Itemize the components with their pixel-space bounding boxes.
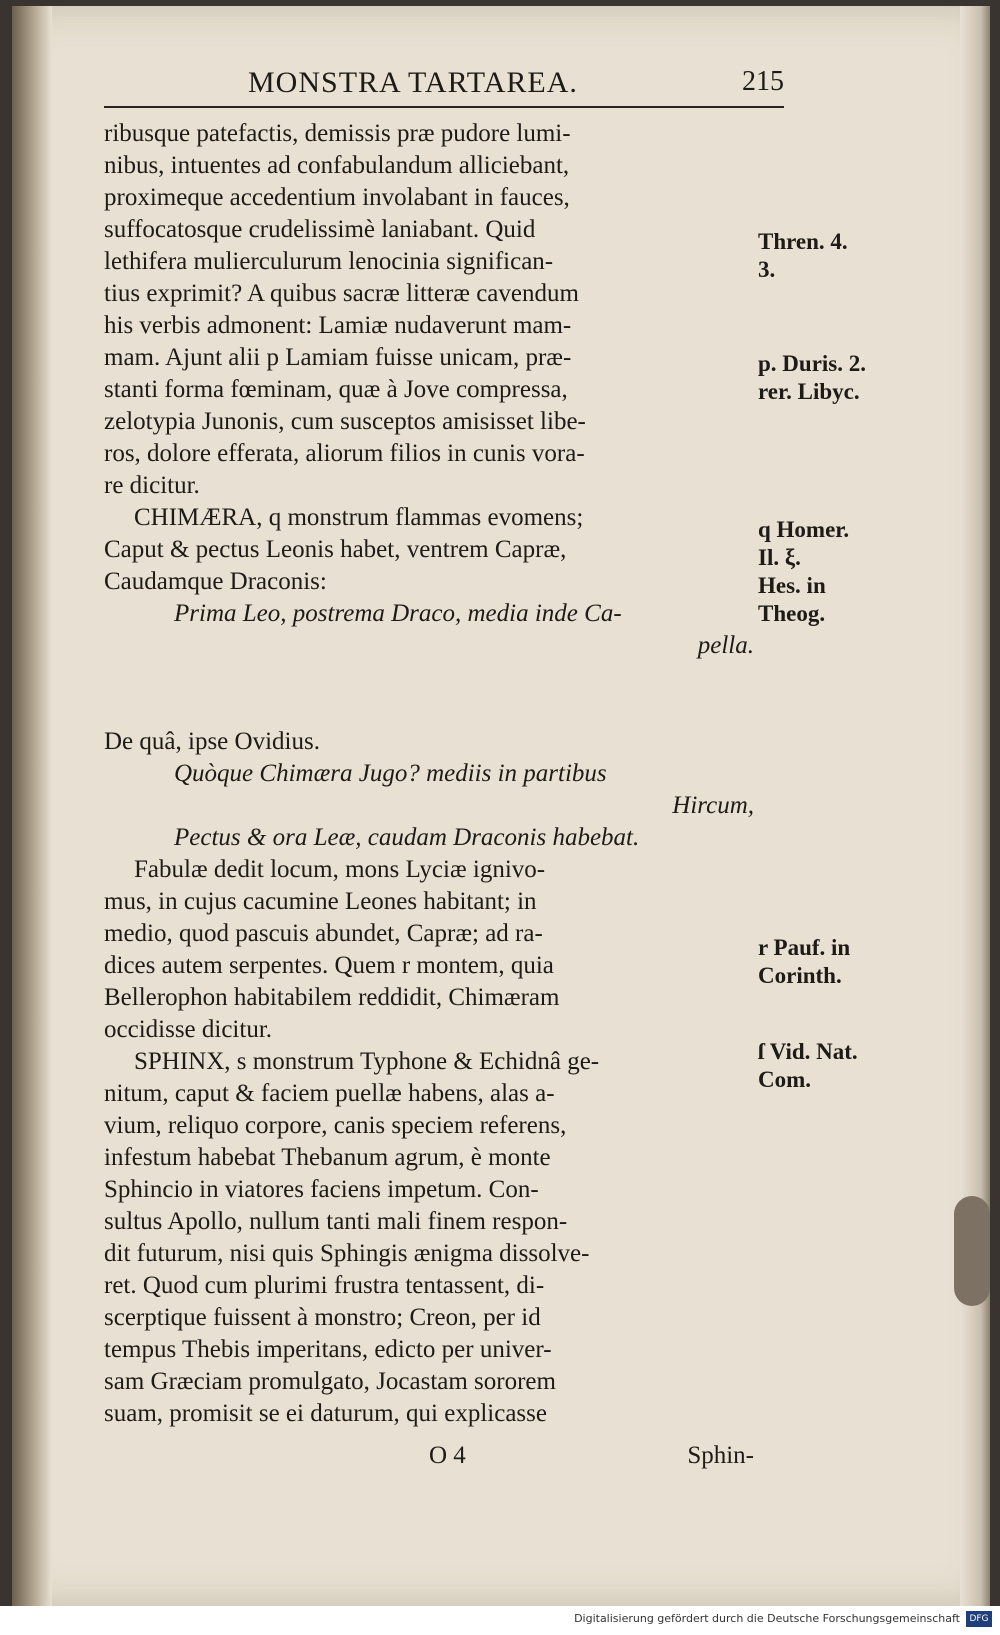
catchword: Sphin- bbox=[687, 1442, 754, 1469]
text-line: mam. Ajunt alii p Lamiam fuisse unicam, præ- bbox=[104, 344, 572, 371]
text-line: nibus, intuentes ad confabulandum alliciebant, bbox=[104, 152, 570, 179]
page-edge bbox=[960, 6, 990, 1606]
text-line: pella. bbox=[697, 632, 754, 659]
text-line: suam, promisit se ei daturum, qui explicasse bbox=[104, 1400, 547, 1427]
text-line: mus, in cujus cacumine Leones habitant; in bbox=[104, 888, 537, 915]
page-header bbox=[104, 64, 784, 108]
text-line: lethifera mulierculurum lenocinia significan- bbox=[104, 248, 554, 275]
text-line: his verbis admonent: Lamiæ nudaverunt mam- bbox=[104, 312, 572, 339]
text-line: Hircum, bbox=[672, 792, 754, 819]
body-text bbox=[104, 118, 754, 1430]
book-clasp bbox=[954, 1196, 990, 1306]
dfg-logo-icon: DFG bbox=[966, 1611, 992, 1627]
text-line: occidisse dicitur. bbox=[104, 1016, 273, 1043]
book-page bbox=[12, 6, 990, 1606]
text-line: CHIMÆRA, q monstrum flammas evomens; bbox=[134, 504, 584, 531]
book-binding bbox=[12, 6, 52, 1606]
text-line: Pectus & ora Leæ, caudam Draconis habebat. bbox=[174, 824, 640, 851]
text-line: vium, reliquo corpore, canis speciem referens, bbox=[104, 1112, 567, 1139]
text-line: SPHINX, s monstrum Typhone & Echidnâ ge- bbox=[134, 1048, 600, 1075]
text-line: re dicitur. bbox=[104, 472, 200, 499]
text-line: Sphincio in viatores faciens impetum. Con- bbox=[104, 1176, 539, 1203]
signature-mark: O 4 bbox=[429, 1442, 466, 1469]
text-line: sultus Apollo, nullum tanti mali finem respon- bbox=[104, 1208, 568, 1235]
text-line: dit futurum, nisi quis Sphingis ænigma dissolve- bbox=[104, 1240, 590, 1267]
text-line: suffocatosque crudelissimè laniabant. Quid bbox=[104, 216, 536, 243]
text-line: sam Græciam promulgato, Jocastam sororem bbox=[104, 1368, 556, 1395]
page-number: 215 bbox=[742, 66, 784, 97]
marginal-note-threnus: Thren. 4. 3. bbox=[758, 229, 848, 282]
marginal-note-duris: p. Duris. 2. rer. Libyc. bbox=[758, 351, 866, 404]
page-footer bbox=[104, 1442, 754, 1478]
text-line: tempus Thebis imperitans, edicto per univer- bbox=[104, 1336, 552, 1363]
text-line: ret. Quod cum plurimi frustra tentassent, di- bbox=[104, 1272, 545, 1299]
text-line: Fabulæ dedit locum, mons Lyciæ ignivo- bbox=[134, 856, 546, 883]
text-line: zelotypia Junonis, cum susceptos amisisset libe- bbox=[104, 408, 586, 435]
text-line: ribusque patefactis, demissis præ pudore lumi- bbox=[104, 120, 571, 147]
marginal-note-homer: q Homer. Il. ξ. Hes. in Theog. bbox=[758, 517, 850, 626]
text-line: stanti forma fœminam, quæ à Jove compressa, bbox=[104, 376, 568, 403]
text-line: dices autem serpentes. Quem r montem, quia bbox=[104, 952, 554, 979]
text-line: Caudamque Draconis: bbox=[104, 568, 327, 595]
text-line: De quâ, ipse Ovidius. bbox=[104, 728, 320, 755]
text-line: ros, dolore efferata, aliorum filios in cunis vora- bbox=[104, 440, 585, 467]
running-title: MONSTRA TARTAREA. bbox=[248, 66, 578, 99]
marginal-note-natcom: ſ Vid. Nat. Com. bbox=[758, 1039, 858, 1092]
text-line: scerptique fuissent à monstro; Creon, per id bbox=[104, 1304, 541, 1331]
text-line: Bellerophon habitabilem reddidit, Chimæram bbox=[104, 984, 560, 1011]
text-line: Quòque Chimæra Jugo? mediis in partibus bbox=[174, 760, 607, 787]
text-line: tius exprimit? A quibus sacræ litteræ cavendum bbox=[104, 280, 579, 307]
credit-text: Digitalisierung gefördert durch die Deutsche Forschungsgemeinschaft bbox=[574, 1612, 960, 1625]
credit-bar bbox=[0, 1606, 1000, 1635]
text-line: nitum, caput & faciem puellæ habens, alas a- bbox=[104, 1080, 555, 1107]
marginal-note-paus: r Pauf. in Corinth. bbox=[758, 935, 851, 988]
text-line bbox=[104, 662, 754, 726]
text-line: infestum habebat Thebanum agrum, è monte bbox=[104, 1144, 551, 1171]
text-line: proximeque accedentium involabant in fauces, bbox=[104, 184, 570, 211]
text-line: Prima Leo, postrema Draco, media inde Ca- bbox=[174, 600, 622, 627]
text-line: medio, quod pascuis abundet, Capræ; ad ra- bbox=[104, 920, 543, 947]
text-line: Caput & pectus Leonis habet, ventrem Capræ, bbox=[104, 536, 567, 563]
